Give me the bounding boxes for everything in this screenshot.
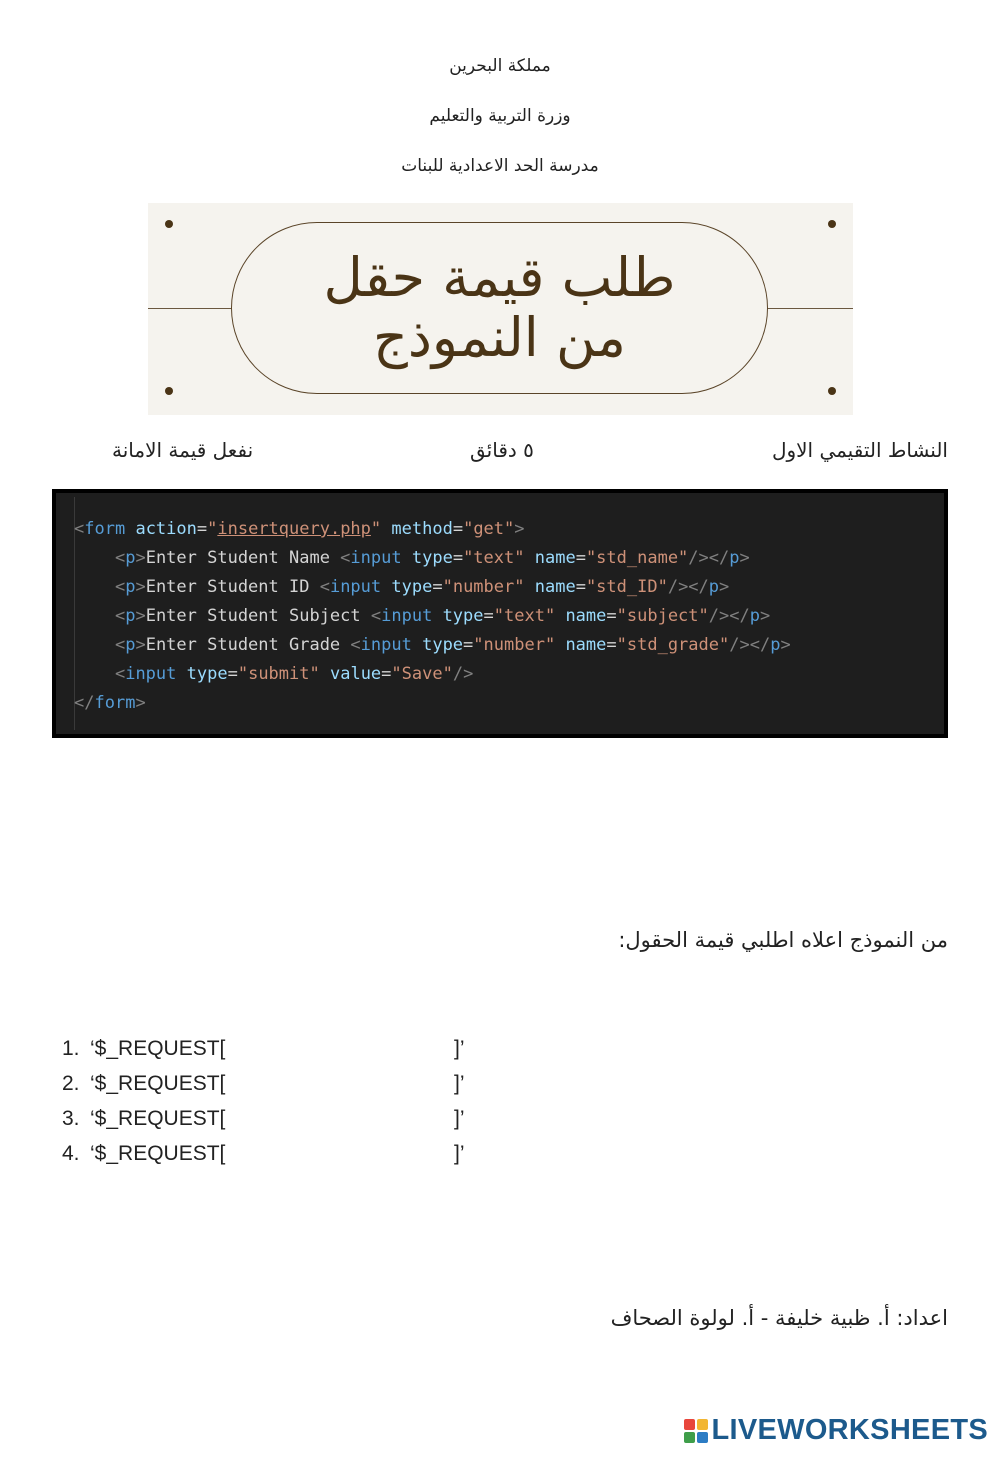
answer-suffix: ]’ <box>454 1037 465 1060</box>
answer-blank-input[interactable] <box>248 1109 457 1137</box>
answer-number: 1. <box>62 1037 80 1060</box>
header-ministry: وزرة التربية والتعليم <box>429 106 571 126</box>
answer-suffix: ]’ <box>454 1142 465 1165</box>
banner-left-rule <box>148 308 232 309</box>
answer-suffix: ]’ <box>454 1072 465 1095</box>
banner-dot <box>165 387 173 395</box>
code-line: <form action="insertquery.php" method="get"> <box>74 519 525 539</box>
question-text: من النموذج اعلاه اطلبي قيمة الحقول: <box>618 928 948 952</box>
answer-prefix: ‘$_REQUEST[ <box>90 1037 226 1060</box>
code-line: <p>Enter Student ID <input type="number" name="std_ID"/></p> <box>114 577 730 597</box>
answer-row <box>62 1107 482 1142</box>
answer-number: 4. <box>62 1142 80 1165</box>
value-label: نفعل قيمة الامانة <box>112 438 254 462</box>
code-line: <p>Enter Student Subject <input type="text" name="subject"/></p> <box>114 606 771 626</box>
answer-prefix: ‘$_REQUEST[ <box>90 1142 226 1165</box>
answer-blank-input[interactable] <box>248 1144 457 1172</box>
code-line: <p>Enter Student Grade <input type="number" name="std_grade"/></p> <box>114 635 791 655</box>
answer-suffix: ]’ <box>454 1107 465 1130</box>
answer-row <box>62 1037 482 1072</box>
answer-list <box>62 1037 482 1177</box>
answer-row <box>62 1142 482 1177</box>
activity-label: النشاط التقيمي الاول <box>771 438 948 462</box>
code-line: <p>Enter Student Name <input type="text" name="std_name"/></p> <box>114 548 750 568</box>
code-snippet <box>52 489 948 738</box>
answer-prefix: ‘$_REQUEST[ <box>90 1072 226 1095</box>
code-line: <input type="submit" value="Save"/> <box>114 664 474 684</box>
header-school: مدرسة الحد الاعدادية للبنات <box>401 156 599 176</box>
answer-row <box>62 1072 482 1107</box>
logo-text: LIVEWORKSHEETS <box>711 1414 988 1446</box>
author-credit: اعداد: أ. ظبية خليفة - أ. لولوة الصحاف <box>610 1306 948 1330</box>
worksheet-title-line2: من النموذج <box>373 306 626 369</box>
banner-dot <box>828 220 836 228</box>
answer-number: 2. <box>62 1072 80 1095</box>
worksheet-title-line1: طلب قيمة حقل <box>323 246 676 309</box>
answer-number: 3. <box>62 1107 80 1130</box>
header-country: مملكة البحرين <box>449 56 551 76</box>
code-line: </form> <box>74 693 146 713</box>
liveworksheets-logo-icon <box>684 1419 708 1443</box>
title-banner <box>148 203 853 415</box>
answer-prefix: ‘$_REQUEST[ <box>90 1107 226 1130</box>
title-pill <box>231 222 768 394</box>
answer-blank-input[interactable] <box>248 1074 457 1102</box>
answer-blank-input[interactable] <box>248 1039 457 1067</box>
banner-dot <box>165 220 173 228</box>
duration-label: ٥ دقائق <box>470 438 534 462</box>
liveworksheets-logo[interactable] <box>684 1414 989 1447</box>
banner-right-rule <box>767 308 853 309</box>
banner-dot <box>828 387 836 395</box>
